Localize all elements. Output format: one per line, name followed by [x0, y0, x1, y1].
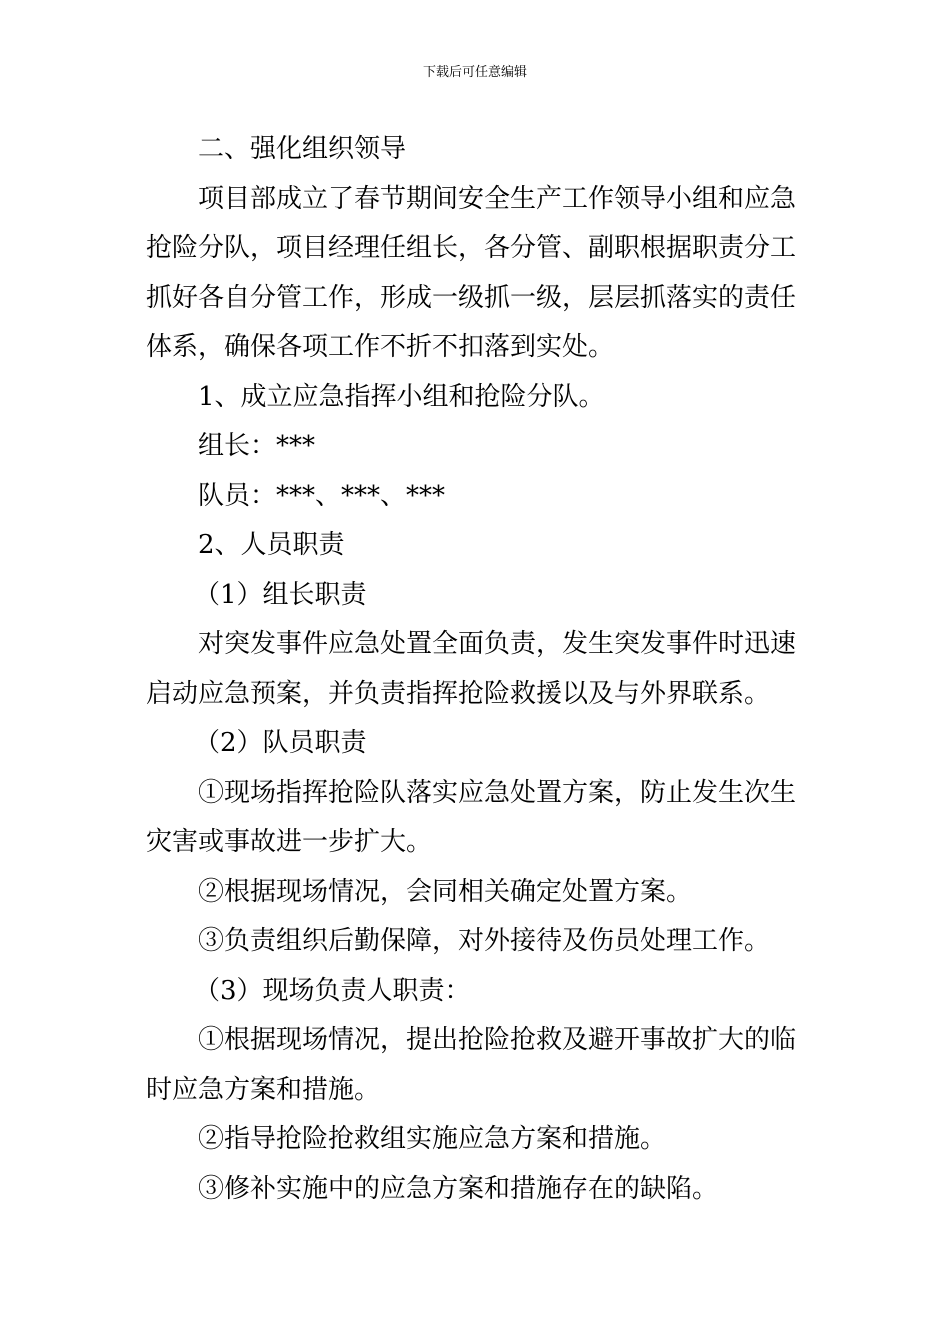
body-line: ③修补实施中的应急方案和措施存在的缺陷。: [198, 1173, 719, 1204]
section-heading: 二、强化组织领导: [198, 134, 407, 164]
body-line: ②根据现场情况，会同相关确定处置方案。: [198, 876, 693, 907]
document-body: [146, 125, 808, 1214]
page-header-note: 下载后可任意编辑: [422, 65, 527, 80]
body-line: ③负责组织后勤保障，对外接待及伤员处理工作。: [198, 926, 771, 956]
subsection-heading: 2、人员职责: [198, 530, 345, 560]
body-paragraph: 项目部成立了春节期间安全生产工作领导小组和应急抢险分队，项目经理任组长，各分管、副职根据职责分工抓好各自分管工作，形成一级抓一级，层层抓落实的责任体系，确保各项工作不折不扣落到实处。: [146, 183, 797, 362]
body-paragraph: ①现场指挥抢险队落实应急处置方案，防止发生次生灾害或事故进一步扩大。: [146, 777, 797, 857]
body-line: ②指导抢险抢救组实施应急方案和措施。: [198, 1124, 667, 1154]
subsection-heading: 1、成立应急指挥小组和抢险分队。: [198, 381, 605, 412]
body-paragraph: 对突发事件应急处置全面负责，发生突发事件时迅速启动应急预案，并负责指挥抢险救援以及与外界联系。: [146, 629, 797, 709]
item-heading: （1）组长职责: [194, 579, 367, 610]
body-paragraph: ①根据现场情况，提出抢险抢救及避开事故扩大的临时应急方案和措施。: [146, 1025, 797, 1105]
body-line: 队员：***、***、***: [198, 480, 446, 511]
item-heading: （2）队员职责: [194, 728, 367, 758]
body-line: 组长：***: [198, 431, 316, 461]
item-heading: （3）现场负责人职责：: [194, 975, 471, 1006]
